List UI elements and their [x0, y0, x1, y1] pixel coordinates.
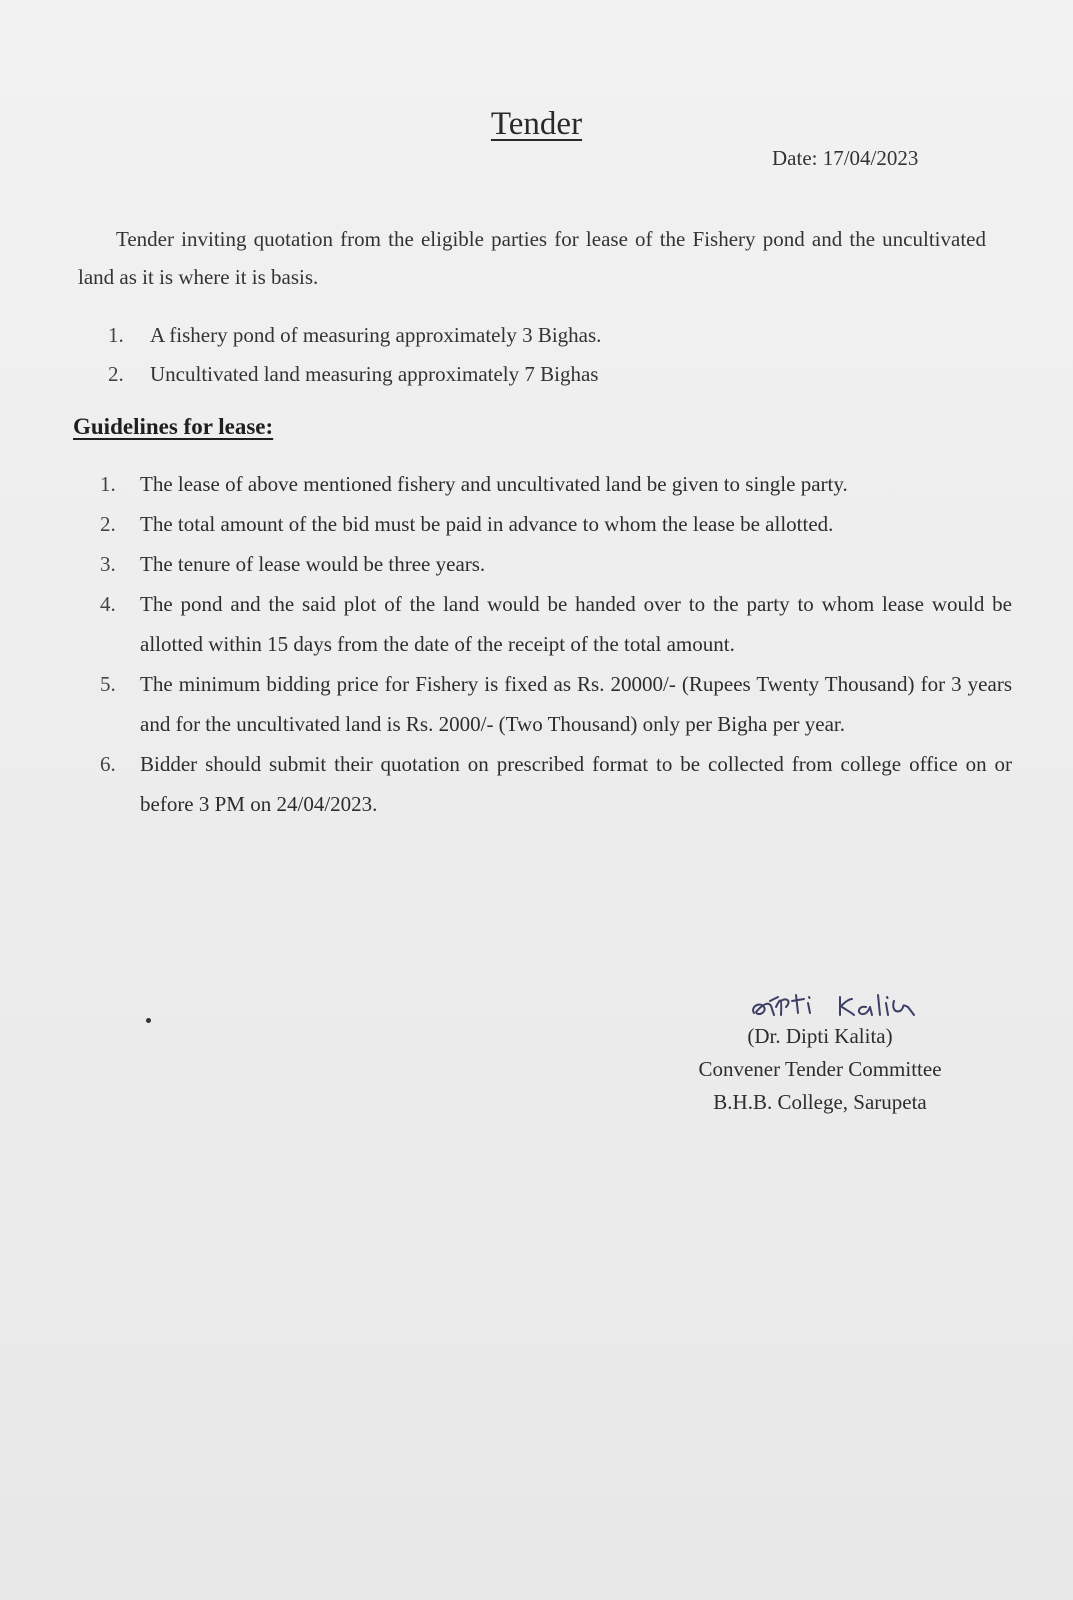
guideline-item	[100, 584, 1012, 664]
list-item-text: A fishery pond of measuring approximately 3 Bighas.	[150, 323, 602, 347]
signatory-block	[650, 1020, 990, 1119]
document-title: Tender	[490, 106, 583, 142]
signatory-institution: B.H.B. College, Sarupeta	[713, 1090, 927, 1114]
guideline-number: 4.	[100, 592, 116, 616]
list-item-number: 1.	[108, 323, 124, 347]
guideline-text: The tenure of lease would be three years.	[140, 552, 486, 576]
guideline-number: 2.	[100, 512, 116, 536]
guideline-item	[100, 464, 1012, 504]
intro-paragraph: Tender inviting quotation from the eligible parties for lease of the Fishery pond and the uncultivated land as it is where it is basis.	[78, 227, 986, 289]
stray-dot	[146, 1018, 151, 1023]
handwritten-signature	[748, 985, 938, 1025]
guideline-text: Bidder should submit their quotation on prescribed format to be collected from college office on or before 3 PM on 24/04/2023.	[140, 752, 1012, 816]
list-item-text: Uncultivated land measuring approximately 7 Bighas	[150, 362, 599, 386]
guideline-text: The minimum bidding price for Fishery is fixed as Rs. 20000/- (Rupees Twenty Thousand) for 3 years and for the uncultivated land is Rs. 2000/- (Two Thousand) only per Bigha per year.	[140, 672, 1012, 736]
guideline-number: 5.	[100, 672, 116, 696]
property-list	[108, 316, 908, 394]
guideline-number: 3.	[100, 552, 116, 576]
guideline-item	[100, 744, 1012, 824]
guideline-text: The pond and the said plot of the land would be handed over to the party to whom lease would be allotted within 15 days from the date of the receipt of the total amount.	[140, 592, 1012, 656]
guidelines-heading: Guidelines for lease:	[73, 414, 274, 439]
document-date: Date: 17/04/2023	[772, 146, 919, 170]
signatory-designation: Convener Tender Committee	[698, 1057, 942, 1081]
guideline-text: The total amount of the bid must be paid in advance to whom the lease be allotted.	[140, 512, 834, 536]
guidelines-list	[100, 464, 1012, 824]
guideline-text: The lease of above mentioned fishery and uncultivated land be given to single party.	[140, 472, 848, 496]
list-item-number: 2.	[108, 362, 124, 386]
guideline-number: 6.	[100, 752, 116, 776]
list-item	[108, 355, 908, 394]
guideline-item	[100, 504, 1012, 544]
signatory-name: (Dr. Dipti Kalita)	[747, 1024, 893, 1048]
guideline-item	[100, 664, 1012, 744]
guideline-number: 1.	[100, 472, 116, 496]
guideline-item	[100, 544, 1012, 584]
list-item	[108, 316, 908, 355]
